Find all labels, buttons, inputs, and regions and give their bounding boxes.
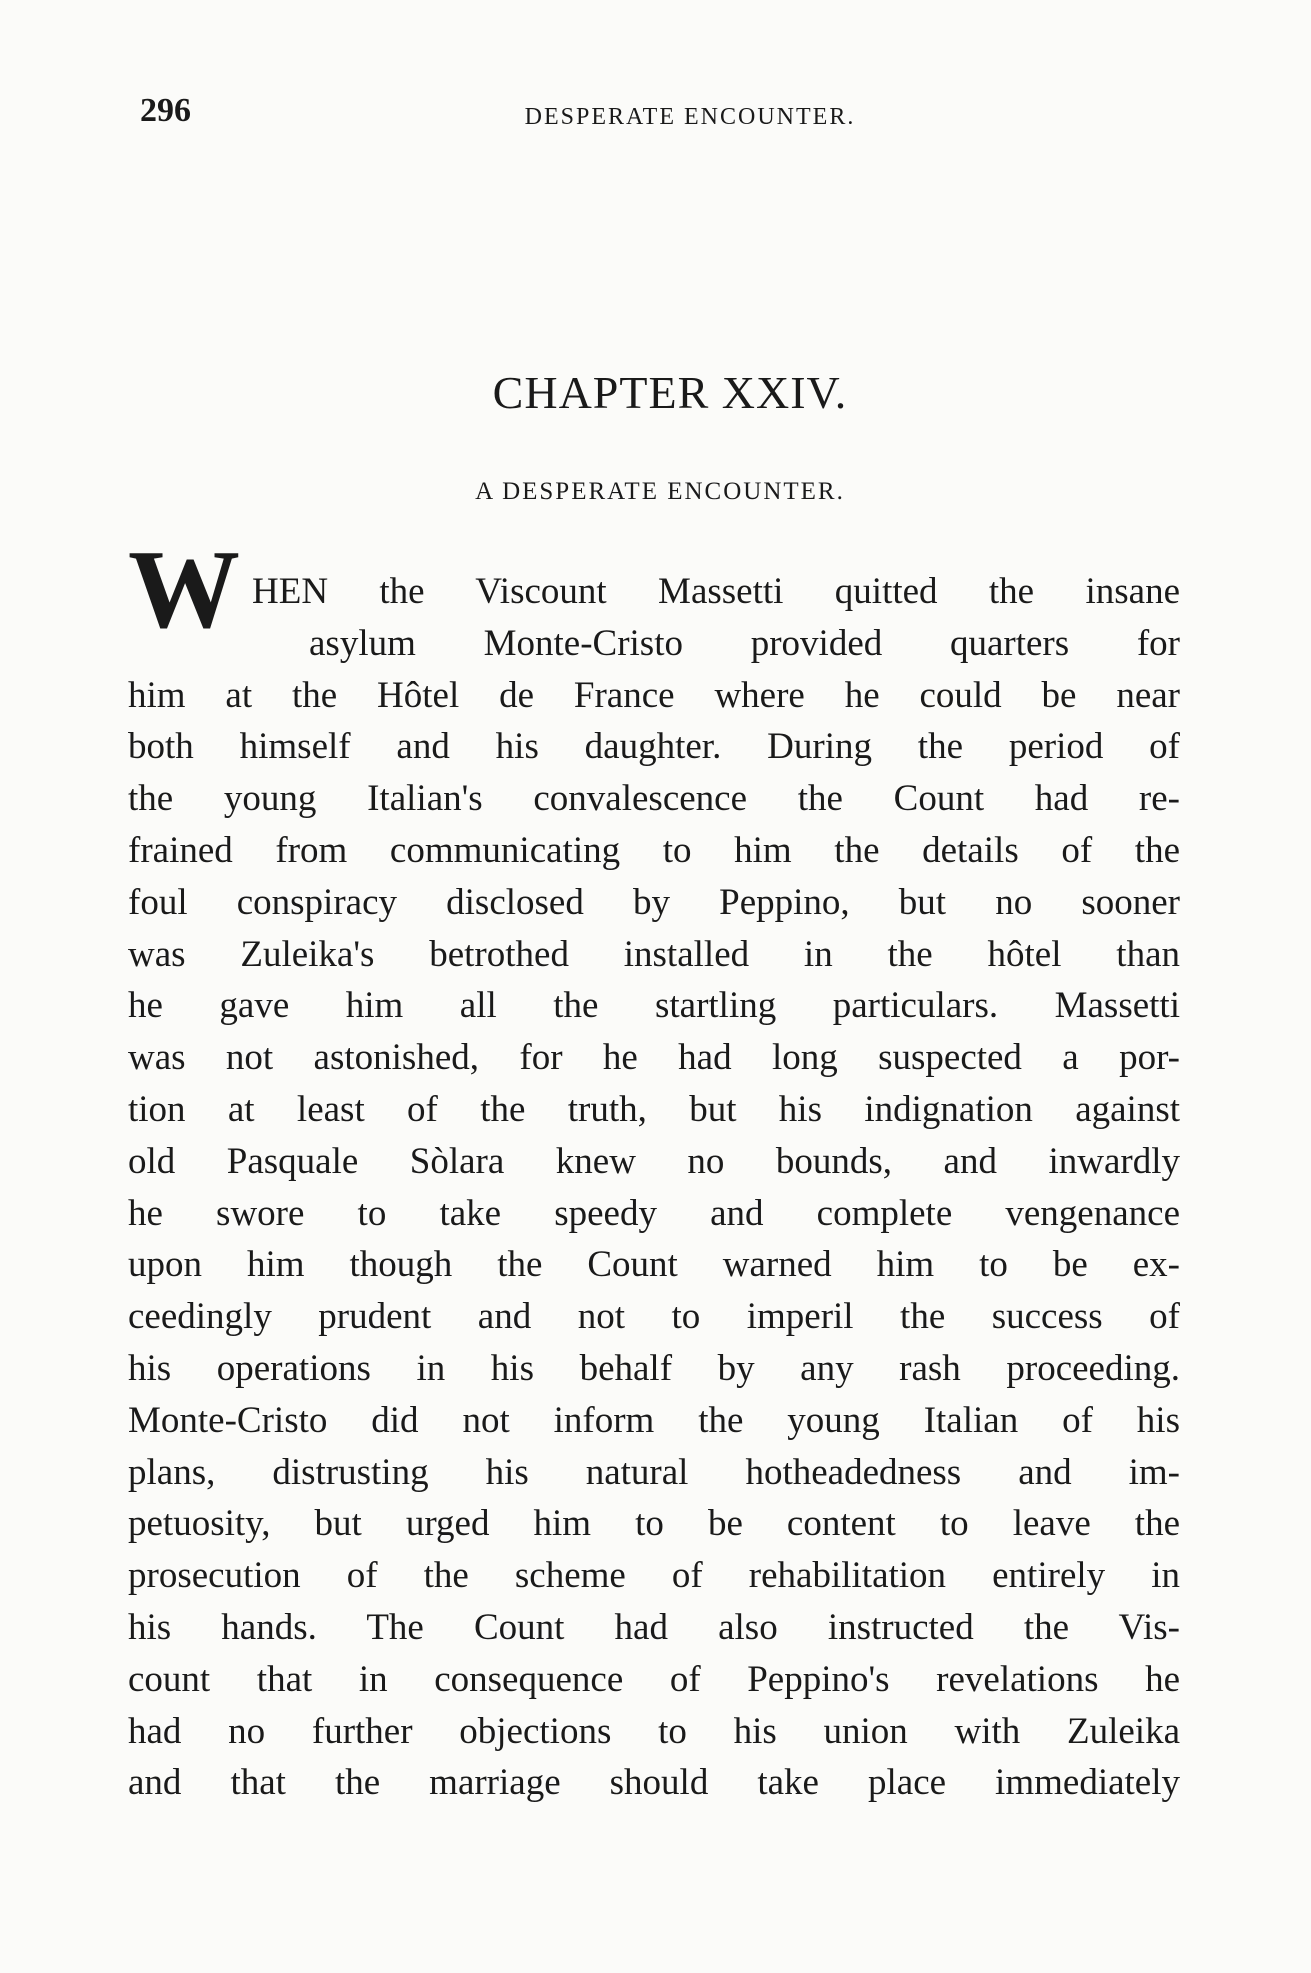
text-line: petuosity, but urged him to be content to leave the — [128, 1503, 1180, 1545]
text-line: both himself and his daughter. During the period of — [128, 726, 1180, 768]
text-line: was Zuleika's betrothed installed in the hôtel than — [128, 933, 1180, 975]
text-line: he swore to take speedy and complete vengenance — [128, 1192, 1180, 1234]
text-line: foul conspiracy disclosed by Peppino, but no sooner — [128, 881, 1180, 923]
text-line: tion at least of the truth, but his indignation against — [128, 1089, 1180, 1130]
text-line: upon him though the Count warned him to be ex- — [128, 1244, 1180, 1286]
text-line: his operations in his behalf by any rash proceeding. — [128, 1348, 1180, 1389]
chapter-subtitle: A DESPERATE ENCOUNTER. — [475, 478, 845, 505]
text-line: was not astonished, for he had long suspected a por- — [128, 1037, 1180, 1079]
text-line: Monte-Cristo did not inform the young Italian of his — [128, 1399, 1180, 1441]
text-line: count that in consequence of Peppino's revelations he — [128, 1658, 1180, 1700]
text-line: HEN the Viscount Massetti quitted the insane — [252, 571, 1180, 612]
text-line: had no further objections to his union with Zuleika — [128, 1710, 1180, 1752]
text-line: plans, distrusting his natural hotheadedness and im- — [128, 1451, 1180, 1493]
drop-cap: W — [128, 528, 240, 652]
text-line: his hands. The Count had also instructed the Vis- — [128, 1607, 1180, 1648]
text-line: the young Italian's convalescence the Count had re- — [128, 778, 1180, 820]
text-line: he gave him all the startling particulars. Massetti — [128, 985, 1180, 1027]
text-line: him at the Hôtel de France where he could be near — [128, 674, 1180, 716]
page-number: 296 — [140, 92, 191, 129]
chapter-title: CHAPTER XXIV. — [492, 367, 848, 418]
running-header: DESPERATE ENCOUNTER. — [524, 104, 856, 130]
text-line: ceedingly prudent and not to imperil the success of — [128, 1296, 1180, 1338]
text-line: old Pasquale Sòlara knew no bounds, and inwardly — [128, 1140, 1180, 1182]
text-line: and that the marriage should take place immediately — [128, 1762, 1180, 1804]
text-line: frained from communicating to him the details of the — [128, 830, 1180, 871]
text-line: asylum Monte-Cristo provided quarters for — [309, 622, 1180, 664]
text-line: prosecution of the scheme of rehabilitation entirely in — [128, 1555, 1180, 1597]
